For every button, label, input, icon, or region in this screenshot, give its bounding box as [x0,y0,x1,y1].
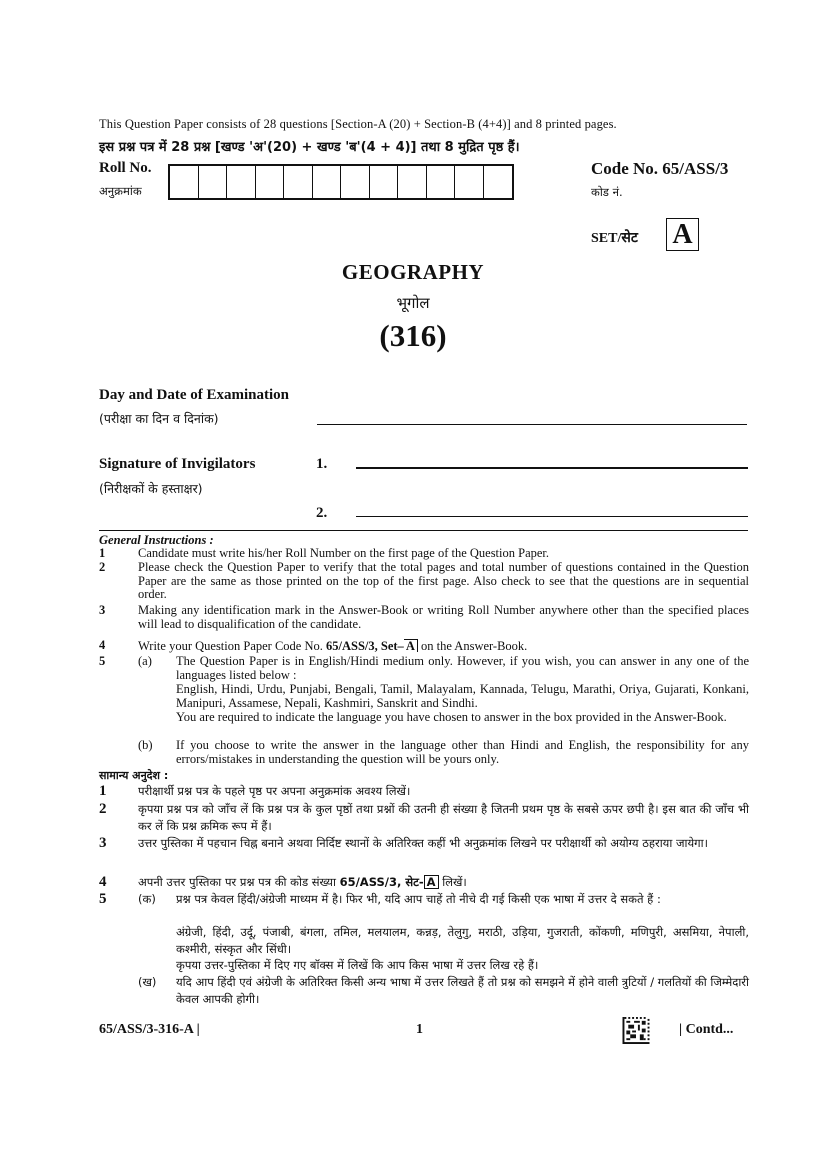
subject-title: GEOGRAPHY [341,260,485,284]
sub-text-kha: यदि आप हिंदी एवं अंग्रेजी के अतिरिक्त किसी अन्य भाषा में उत्तर लिखते हैं तो प्रश्न को समझने में होने वाली त्रुटियों / गलतियों की जिम्मेदारी केवल आपकी होगी। [176,975,749,1006]
subject-code: (316) [379,318,447,353]
signature-1-number: 1. [316,456,328,472]
sub-text-ka: प्रश्न पत्र केवल हिंदी/अंग्रेजी माध्यम में है। फिर भी, यदि आप चाहें तो नीचे दी गई किसी एक भाषा में उत्तर दे सकते हैं : [176,892,661,906]
datamatrix-code-icon [622,1017,650,1044]
instruction-number: 1 [99,546,106,560]
instruction-en-3 [99,604,749,632]
footer-paper-code: 65/ASS/3-316-A | [99,1022,200,1037]
exam-date-label: Day and Date of Examination [99,387,290,403]
page-number: 1 [416,1022,423,1037]
general-instructions-title: General Instructions : [99,533,214,547]
instruction-text: Please check the Question Paper to verify that the total pages and total number of questions contained in the Question Paper are the same as those printed on the top of the first page. Also check to see that the questions are in sequential order. [138,560,749,601]
signature-2-line[interactable] [356,516,748,517]
instruction-hi-5: 5 (क) प्रश्न पत्र केवल हिंदी/अंग्रेजी माध्यम में है। फिर भी, यदि आप चाहें तो नीचे दी गई किसी एक भाषा में उत्तर दे सकते हैं : अंग्रेजी, हिंदी, उर्दू, पंजाबी, बंगला, तमिल, मलयालम, कन्नड़, तेलुगु, मराठी, उड़िया, गुजराती, कोंकणी, मणिपुरी, असमिया, नेपाली, कश्मीरी, संस्कृत और सिंधी। कृपया उत्तर-पुस्तिका में दिए गए बॉक्स में लिखें कि आप किस भाषा में उत्तर लिख रहे हैं। (ख) यदि आप हिंदी एवं अंग्रेजी के अतिरिक्त किसी अन्य भाषा में उत्तर लिखते हैं तो प्रश्न को समझने में होने वाली त्रुटियों / गलतियों की जिम्मेदारी केवल आपकी होगी। [99,891,749,1006]
roll-box[interactable] [341,166,370,198]
code-number-hindi: कोड नं. [591,185,623,199]
roll-number-label-hindi: अनुक्रमांक [99,184,142,198]
instruction-hi-1: 1 परीक्षार्थी प्रश्न पत्र के पहले पृष्ठ पर अपना अनुक्रमांक अवश्य लिखें। [99,783,749,799]
set-label: SET/सेट [591,231,638,246]
roll-box[interactable] [313,166,342,198]
languages-list: English, Hindi, Urdu, Punjabi, Bengali, Tamil, Malayalam, Kannada, Telugu, Marathi, Oriya, Gujarati, Konkani, Manipuri, Assamese, Nepali, Kashmiri, Sanskrit and Sindhi. [176,682,749,710]
sub-label-a: (a) [138,654,152,668]
continued-label: | Contd... [679,1022,734,1037]
instruction-hi-4: 4 अपनी उत्तर पुस्तिका पर प्रश्न पत्र की कोड संख्या 65/ASS/3, सेट- A लिखें। [99,874,749,890]
roll-box[interactable] [427,166,456,198]
roll-box[interactable] [455,166,484,198]
set-inline-badge: A [404,639,418,652]
instruction-en-4 [99,639,749,653]
roll-box[interactable] [227,166,256,198]
roll-box[interactable] [284,166,313,198]
language-note: You are required to indicate the language you have chosen to answer in the box provided in the Answer-Book. [176,710,727,724]
sub-text-a: The Question Paper is in English/Hindi medium only. However, if you wish, you can answer in any one of the languages listed below : [176,654,749,682]
set-inline-badge: A [424,875,439,889]
instruction-text: Making any identification mark in the Answer-Book or writing Roll Number anywhere other than the specified places will lead to disqualification of the candidate. [138,603,749,631]
subject-title-hindi: भूगोल [396,294,430,312]
invigilator-signature-label: Signature of Invigilators [99,456,256,472]
paper-info-english: This Question Paper consists of 28 questions [Section-A (20) + Section-B (4+4)] and 8 printed pages. [99,117,617,131]
signature-1-line[interactable] [356,467,748,469]
roll-box[interactable] [170,166,199,198]
exam-date-label-hindi: (परीक्षा का दिन व दिनांक) [99,411,219,426]
language-note-hindi: कृपया उत्तर-पुस्तिका में दिए गए बॉक्स में लिखें कि आप किस भाषा में उत्तर लिख रहे हैं। [176,958,539,972]
instruction-text: परीक्षार्थी प्रश्न पत्र के पहले पृष्ठ पर अपना अनुक्रमांक अवश्य लिखें। [138,784,411,798]
instruction-en-1 [99,547,749,561]
instruction-text: Candidate must write his/her Roll Number on the first page of the Question Paper. [138,546,550,560]
exam-date-line[interactable] [317,424,747,425]
roll-number-boxes[interactable] [168,164,514,200]
roll-box[interactable] [199,166,228,198]
instruction-number: 2 [99,560,106,574]
roll-box[interactable] [484,166,513,198]
roll-box[interactable] [256,166,285,198]
roll-box[interactable] [398,166,427,198]
sub-label-ka: (क) [138,892,156,906]
instruction-text: अपनी उत्तर पुस्तिका पर प्रश्न पत्र की कोड संख्या 65/ASS/3, सेट- A लिखें। [138,875,467,889]
invigilator-signature-label-hindi: (निरीक्षकों के हस्ताक्षर) [99,481,203,496]
sub-text-b: If you choose to write the answer in the language other than Hindi and English, the responsibility for any errors/mistakes in understanding the question will be yours only. [176,738,749,766]
instruction-text: कृपया प्रश्न पत्र को जाँच लें कि प्रश्न पत्र के कुल पृष्ठों तथा प्रश्नों की उतनी ही संख्या है जितनी प्रथम पृष्ठ के सबसे ऊपर छपी है। इस बात की जाँच भी कर लें कि प्रश्न क्रमिक रूप में हैं। [138,802,749,833]
general-instructions-title-hindi: सामान्य अनुदेश : [99,769,169,782]
roll-box[interactable] [370,166,399,198]
languages-list-hindi: अंग्रेजी, हिंदी, उर्दू, पंजाबी, बंगला, तमिल, मलयालम, कन्नड़, तेलुगु, मराठी, उड़िया, गुजराती, कोंकणी, मणिपुरी, असमिया, नेपाली, कश्मीरी, संस्कृत और सिंधी। [176,925,749,956]
roll-number-label: Roll No. [99,160,152,176]
section-divider [99,530,748,531]
paper-info-hindi: इस प्रश्न पत्र में 28 प्रश्न [खण्ड 'अ'(20) + खण्ड 'ब'(4 + 4)] तथा 8 मुद्रित पृष्ठ हैं। [99,140,520,155]
instruction-en-2 [99,561,749,603]
instruction-text: उत्तर पुस्तिका में पहचान चिह्न बनाने अथवा निर्दिष्ट स्थानों के अतिरिक्त कहीं भी अनुक्रमांक लिखने पर परीक्षार्थी को अयोग्य ठहराया जायेगा। [138,836,708,850]
instruction-number: 5 [99,654,106,668]
instruction-text: Write your Question Paper Code No. 65/ASS/3, Set– A on the Answer-Book. [138,639,528,653]
sub-label-b: (b) [138,738,153,752]
code-number: Code No. 65/ASS/3 [591,159,729,178]
instruction-number: 3 [99,603,106,617]
instruction-number: 4 [99,638,106,652]
sub-label-kha: (ख) [138,975,157,989]
instruction-hi-2: 2 कृपया प्रश्न पत्र को जाँच लें कि प्रश्न पत्र के कुल पृष्ठों तथा प्रश्नों की उतनी ही संख्या है जितनी प्रथम पृष्ठ के सबसे ऊपर छपी है। इस बात की जाँच भी कर लें कि प्रश्न क्रमिक रूप में हैं। [99,801,749,833]
set-badge: A [666,218,699,251]
instruction-hi-3: 3 उत्तर पुस्तिका में पहचान चिह्न बनाने अथवा निर्दिष्ट स्थानों के अतिरिक्त कहीं भी अनुक्रमांक लिखने पर परीक्षार्थी को अयोग्य ठहराया जायेगा। [99,835,749,869]
signature-2-number: 2. [316,505,328,521]
instruction-en-5 [99,655,749,767]
